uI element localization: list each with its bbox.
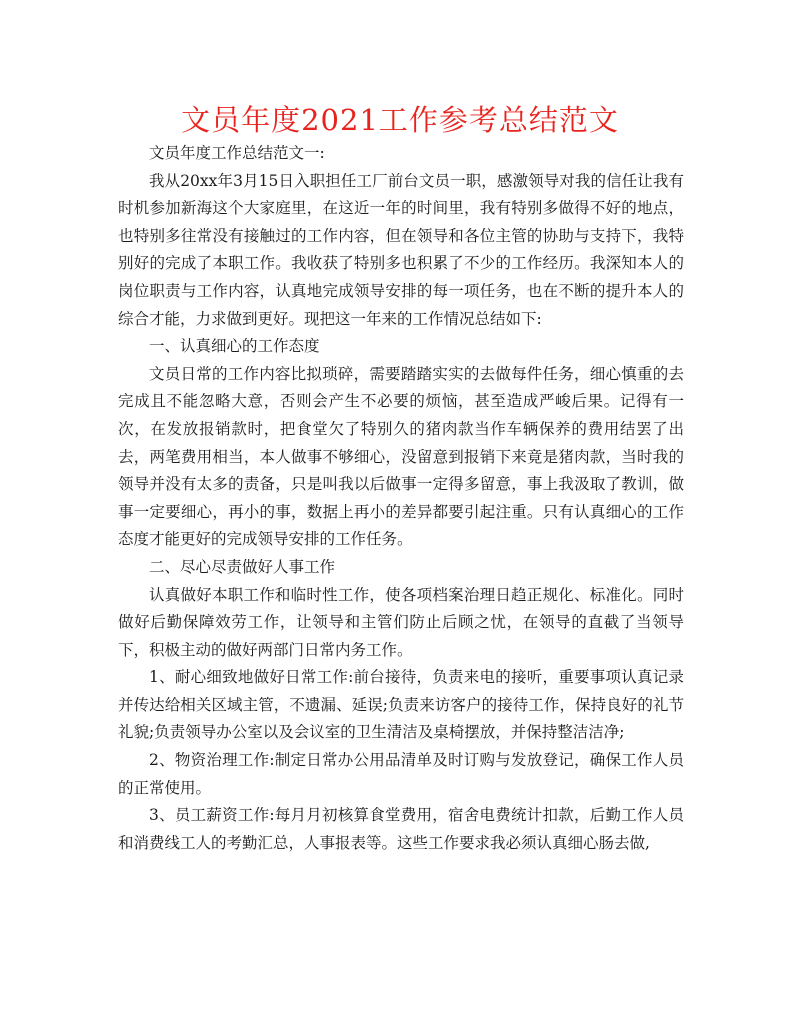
paragraph-item-3: 3、员工薪资工作:每月月初核算食堂费用，宿舍电费统计扣款，后勤工作人员和消费线工人的考勤汇总，人事报表等。这些工作要求我必须认真细心肠去做, bbox=[118, 806, 684, 852]
paragraph-intro: 我从20xx年3月15日入职担任工厂前台文员一职，感激领导对我的信任让我有时机参加新海这个大家庭里，在这近一年的时间里，我有特别多做得不好的地点，也特别多往常没有接触过的工作内容，但在领导和各位主管的协助与支持下，我特别好的完成了本职工作。我收获了特别多也积累了不少的工作经历。我深知本人的岗位职责与工作内容，认真地完成领导安排的每一项任务，也在不断的提升本人的综合才能，力求做到更好。现把这一年来的工作情况总结如下: bbox=[118, 171, 684, 328]
paragraph-section-2: 认真做好本职工作和临时性工作，使各项档案治理日趋正规化、标准化。同时做好后勤保障效劳工作，让领导和主管们防止后顾之忧，在领导的直截了当领导下，积极主动的做好两部门日常内务工作。 bbox=[118, 585, 684, 659]
paragraph-item-1: 1、耐心细致地做好日常工作:前台接待，负责来电的接听，重要事项认真记录并传达给相关区域主管，不遗漏、延误;负责来访客户的接待工作，保持良好的礼节礼貌;负责领导办公室以及会议室的卫生清洁及桌椅摆放，并保持整洁洁净; bbox=[118, 668, 684, 742]
document-title: 文员年度2021工作参考总结范文 bbox=[181, 103, 619, 137]
section-heading-1: 一、认真细心的工作态度 bbox=[149, 337, 320, 356]
paragraph-item-2: 2、物资治理工作:制定日常办公用品清单及时订购与发放登记，确保工作人员的正常使用。 bbox=[118, 751, 684, 797]
paragraph-section-1: 文员日常的工作内容比拟琐碎，需要踏踏实实的去做每件任务，细心慎重的去完成且不能忽略大意，否则会产生不必要的烦恼，甚至造成严峻后果。记得有一次，在发放报销款时，把食堂欠了特别久的猪肉款当作车辆保养的费用结罢了出去，两笔费用相当，本人做事不够细心，没留意到报销下来竟是猪肉款，当时我的领导并没有太多的责备，只是叫我以后做事一定得多留意，事上我汲取了教训，做事一定要细心，再小的事，数据上再小的差异都要引起注重。只有认真细心的工作态度才能更好的完成领导安排的工作任务。 bbox=[118, 364, 684, 549]
section-heading-2: 二、尽心尽责做好人事工作 bbox=[149, 557, 336, 576]
document-body bbox=[118, 140, 684, 857]
paragraph-intro-heading: 文员年度工作总结范文一: bbox=[149, 144, 325, 162]
